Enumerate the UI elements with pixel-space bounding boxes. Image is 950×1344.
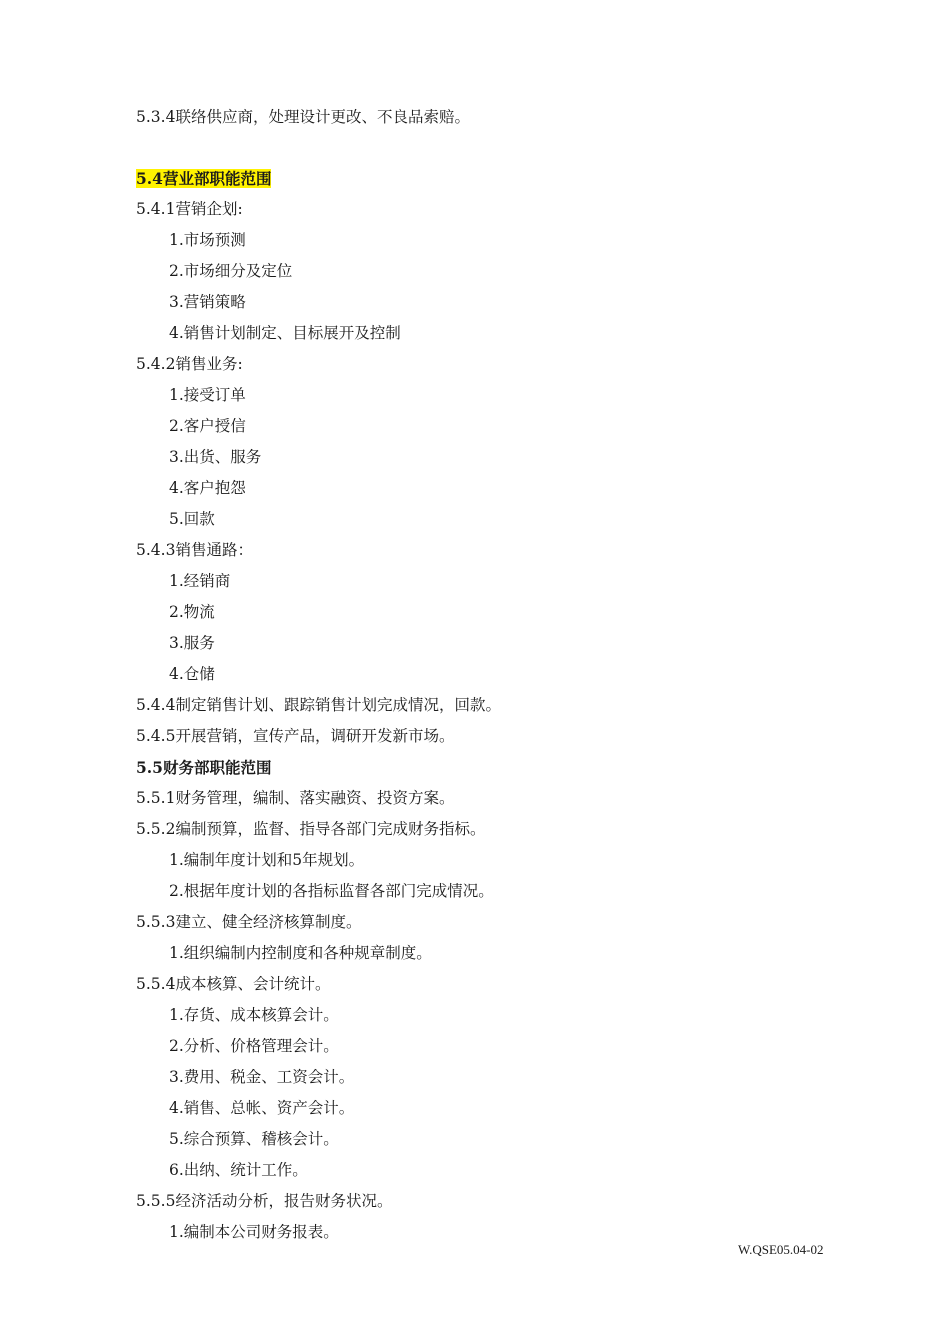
document-code: W.QSE05.04-02 bbox=[738, 1242, 824, 1257]
clause-item-text: 5.5.4成本核算、会计统计。 bbox=[136, 975, 331, 993]
clause-item-text: 5.3.4联络供应商，处理设计更改、不良品索赔。 bbox=[136, 108, 470, 126]
sub-list-item bbox=[136, 504, 836, 535]
sub-list-item bbox=[136, 938, 836, 969]
sub-list-item-text: 2.客户授信 bbox=[169, 417, 246, 435]
sub-list-item-text: 1.接受订单 bbox=[169, 386, 246, 404]
sub-list-item-text: 2.分析、价格管理会计。 bbox=[169, 1037, 339, 1055]
section-heading bbox=[136, 752, 836, 783]
sub-list-item-text: 5.回款 bbox=[169, 510, 215, 528]
sub-list-item bbox=[136, 659, 836, 690]
clause-item-text: 5.4.5开展营销，宣传产品，调研开发新市场。 bbox=[136, 727, 455, 745]
sub-list-item-text: 1.组织编制内控制度和各种规章制度。 bbox=[169, 944, 432, 962]
sub-list-item-text: 3.服务 bbox=[169, 634, 215, 652]
clause-item bbox=[136, 102, 836, 133]
sub-list-item bbox=[136, 1031, 836, 1062]
sub-list-item-text: 1.编制年度计划和5年规划。 bbox=[169, 851, 365, 869]
sub-list-item-text: 1.经销商 bbox=[169, 572, 231, 590]
sub-list-item bbox=[136, 225, 836, 256]
sub-list-item bbox=[136, 628, 836, 659]
sub-list-item-text: 4.销售、总帐、资产会计。 bbox=[169, 1099, 355, 1117]
clause-item-text: 5.4.3销售通路： bbox=[136, 541, 253, 559]
sub-list-item bbox=[136, 845, 836, 876]
sub-list-item-text: 5.综合预算、稽核会计。 bbox=[169, 1130, 339, 1148]
sub-list-item-text: 4.仓储 bbox=[169, 665, 215, 683]
sub-list-item bbox=[136, 411, 836, 442]
sub-list-item-text: 6.出纳、统计工作。 bbox=[169, 1161, 308, 1179]
sub-list-item bbox=[136, 1124, 836, 1155]
sub-list-item-text: 1.存货、成本核算会计。 bbox=[169, 1006, 339, 1024]
clause-item-text: 5.5.1财务管理，编制、落实融资、投资方案。 bbox=[136, 789, 455, 807]
clause-item-text: 5.5.3建立、健全经济核算制度。 bbox=[136, 913, 362, 931]
clause-item bbox=[136, 194, 836, 225]
sub-list-item-text: 1.编制本公司财务报表。 bbox=[169, 1223, 339, 1241]
document-body bbox=[136, 102, 836, 1248]
sub-list-item-text: 2.市场细分及定位 bbox=[169, 262, 293, 280]
clause-item bbox=[136, 1186, 836, 1217]
paragraph-gap bbox=[136, 133, 836, 163]
clause-item bbox=[136, 721, 836, 752]
section-heading-text: 5.4营业部职能范围 bbox=[136, 169, 272, 188]
clause-item bbox=[136, 535, 836, 566]
sub-list-item bbox=[136, 442, 836, 473]
sub-list-item bbox=[136, 1155, 836, 1186]
sub-list-item bbox=[136, 1093, 836, 1124]
clause-item bbox=[136, 969, 836, 1000]
clause-item-text: 5.4.1营销企划: bbox=[136, 200, 243, 218]
sub-list-item bbox=[136, 876, 836, 907]
clause-item-text: 5.5.2编制预算，监督、指导各部门完成财务指标。 bbox=[136, 820, 486, 838]
sub-list-item-text: 4.销售计划制定、目标展开及控制 bbox=[169, 324, 401, 342]
clause-item bbox=[136, 907, 836, 938]
section-heading bbox=[136, 163, 836, 194]
section-heading-text: 5.5财务部职能范围 bbox=[136, 758, 272, 777]
sub-list-item-text: 2.根据年度计划的各指标监督各部门完成情况。 bbox=[169, 882, 494, 900]
sub-list-item bbox=[136, 1217, 836, 1248]
sub-list-item-text: 4.客户抱怨 bbox=[169, 479, 246, 497]
clause-item bbox=[136, 349, 836, 380]
sub-list-item bbox=[136, 566, 836, 597]
clause-item bbox=[136, 814, 836, 845]
sub-list-item bbox=[136, 380, 836, 411]
sub-list-item-text: 3.出货、服务 bbox=[169, 448, 262, 466]
sub-list-item bbox=[136, 287, 836, 318]
sub-list-item-text: 1.市场预测 bbox=[169, 231, 246, 249]
clause-item-text: 5.5.5经济活动分析，报告财务状况。 bbox=[136, 1192, 393, 1210]
sub-list-item bbox=[136, 318, 836, 349]
clause-item bbox=[136, 783, 836, 814]
clause-item-text: 5.4.2销售业务: bbox=[136, 355, 243, 373]
sub-list-item bbox=[136, 256, 836, 287]
clause-item-text: 5.4.4制定销售计划、跟踪销售计划完成情况，回款。 bbox=[136, 696, 501, 714]
clause-item bbox=[136, 690, 836, 721]
sub-list-item bbox=[136, 597, 836, 628]
sub-list-item-text: 3.费用、税金、工资会计。 bbox=[169, 1068, 355, 1086]
sub-list-item bbox=[136, 1062, 836, 1093]
sub-list-item-text: 2.物流 bbox=[169, 603, 215, 621]
sub-list-item-text: 3.营销策略 bbox=[169, 293, 246, 311]
sub-list-item bbox=[136, 473, 836, 504]
sub-list-item bbox=[136, 1000, 836, 1031]
